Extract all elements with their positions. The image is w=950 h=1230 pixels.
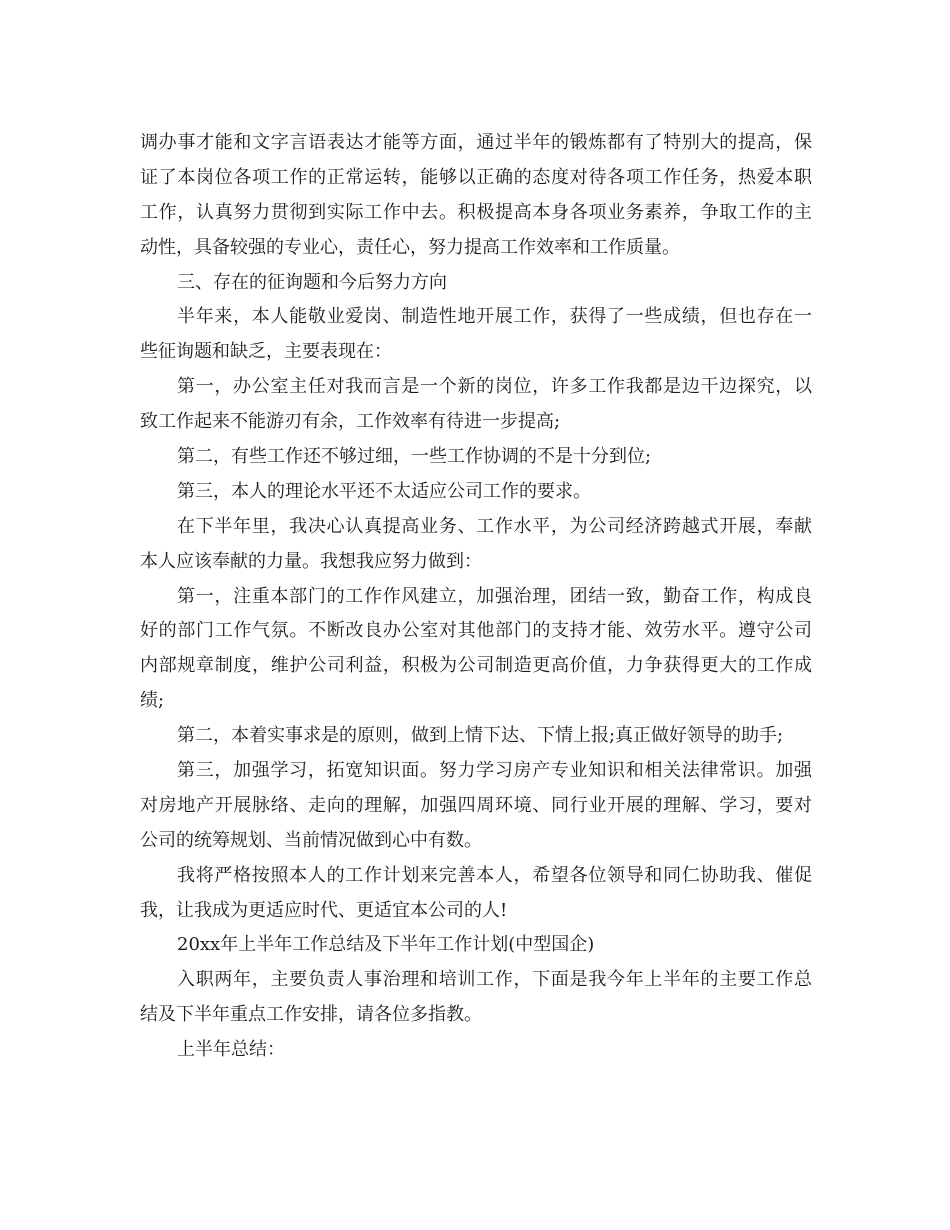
text-line-2: 证了本岗位各项工作的正常运转，能够以正确的态度对待各项工作任务，热爱本职 [140, 166, 812, 188]
section-heading: 三、存在的征询题和今后努力方向 [177, 271, 447, 293]
text-line-1: 调办事才能和文字言语表达才能等方面，通过半年的锻炼都有了特别大的提高，保 [140, 132, 812, 153]
text-line-15: 好的部门工作气氛。不断改良办公室对其他部门的支持才能、效劳水平。遵守公司 [140, 620, 812, 642]
text-line-14: 第一，注重本部门的工作作风建立，加强治理，团结一致，勤奋工作，构成良 [177, 585, 812, 607]
text-line-7: 些征询题和缺乏，主要表现在： [140, 341, 392, 363]
text-line-19: 第三，加强学习，拓宽知识面。努力学习房产专业知识和相关法律常识。加强 [177, 760, 812, 782]
text-line-25: 入职两年，主要负责人事治理和培训工作，下面是我今年上半年的主要工作总 [177, 969, 812, 991]
text-line-17: 绩; [140, 690, 165, 712]
document-body [140, 126, 812, 1068]
text-line-8: 第一，办公室主任对我而言是一个新的岗位，许多工作我都是边干边探究，以 [177, 376, 812, 398]
text-line-18: 第二，本着实事求是的原则，做到上情下达、下情上报;真正做好领导的助手; [177, 725, 784, 747]
subheading-first-half: 上半年总结： [177, 1039, 285, 1061]
text-line-9: 致工作起来不能游刃有余，工作效率有待进一步提高; [140, 411, 561, 433]
text-line-23: 我，让我成为更适应时代、更适宜本公司的人! [140, 899, 508, 921]
text-line-12: 在下半年里，我决心认真提高业务、工作水平，为公司经济跨越式开展，奉献 [177, 515, 812, 537]
text-line-4: 动性，具备较强的专业心，责任心，努力提高工作效率和工作质量。 [140, 236, 680, 258]
text-line-11: 第三，本人的理论水平还不太适应公司工作的要求。 [177, 480, 591, 502]
text-line-13: 本人应该奉献的力量。我想我应努力做到： [140, 550, 482, 572]
text-line-20: 对房地产开展脉络、走向的理解，加强四周环境、同行业开展的理解、学习，要对 [140, 794, 812, 816]
text-line-22: 我将严格按照本人的工作计划来完善本人，希望各位领导和同仁协助我、催促 [177, 864, 812, 886]
text-line-3: 工作，认真努力贯彻到实际工作中去。积极提高本身各项业务素养，争取工作的主 [140, 201, 812, 223]
text-line-10: 第二，有些工作还不够过细，一些工作协调的不是十分到位; [177, 446, 652, 468]
document-subtitle: 20xx年上半年工作总结及下半年工作计划(中型国企) [177, 934, 595, 956]
text-line-6: 半年来，本人能敬业爱岗、制造性地开展工作，获得了一些成绩，但也存在一 [177, 306, 812, 328]
text-line-21: 公司的统筹规划、当前情况做到心中有数。 [140, 829, 482, 851]
text-line-16: 内部规章制度，维护公司利益，积极为公司制造更高价值，力争获得更大的工作成 [140, 655, 812, 677]
text-line-26: 结及下半年重点工作安排，请各位多指教。 [140, 1004, 482, 1026]
